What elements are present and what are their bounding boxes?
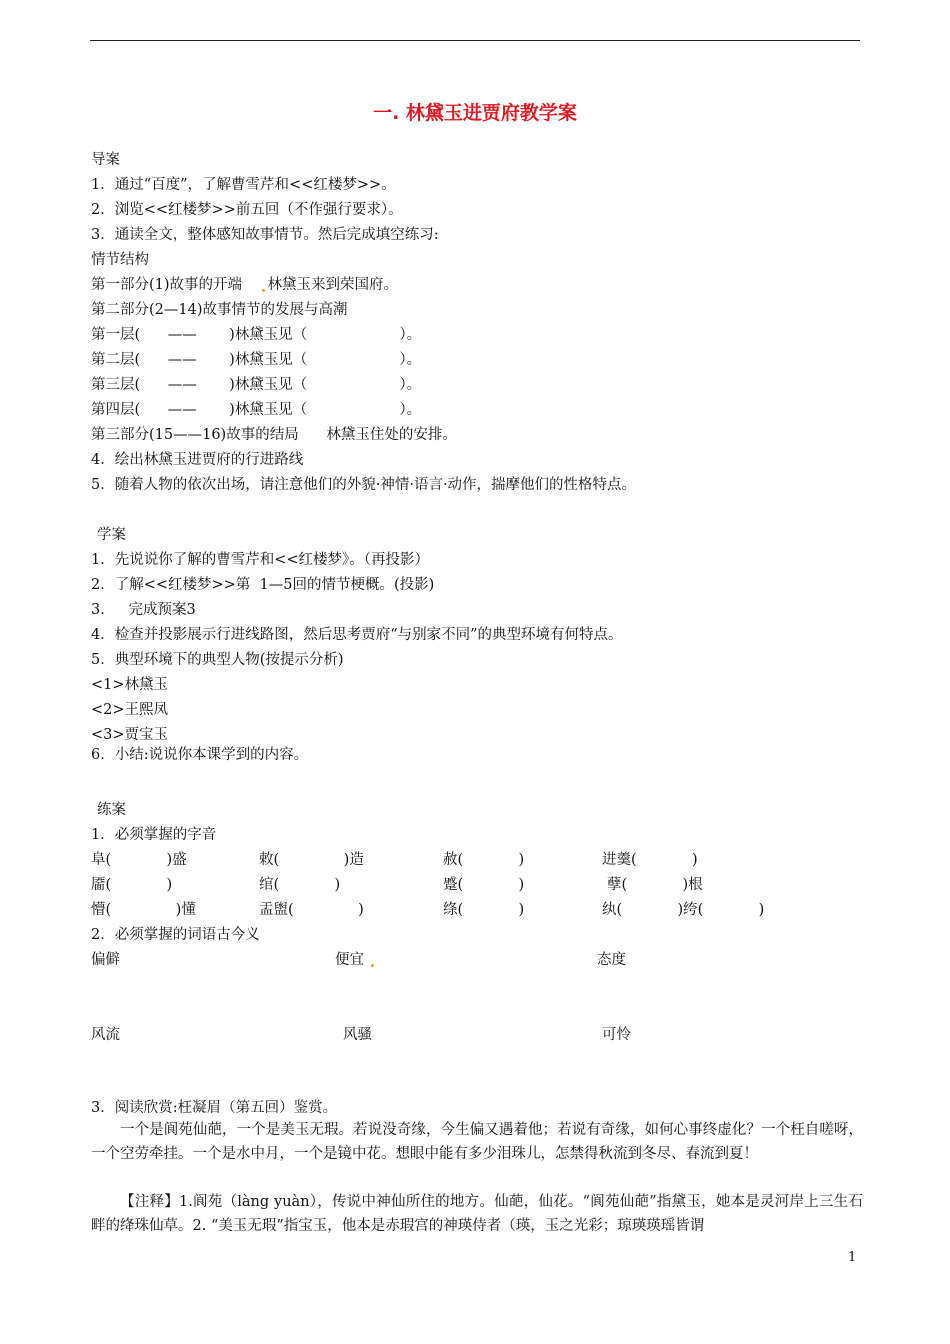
page-title: 一. 林黛玉进贾府教学案: [373, 102, 577, 124]
vocab-word: 风骚: [343, 1027, 372, 1043]
vocab-word: 便宜: [335, 950, 376, 970]
pinyin-cell: 纨( )绔( ): [602, 902, 765, 918]
daoan-item-5: 5．随着人物的依次出场，请注意他们的外貌·神情·语言·动作，揣摩他们的性格特点。: [91, 477, 637, 493]
xuean-item-1: 1．先说说你了解的曹雪芹和<<红楼梦》。（再投影）: [91, 552, 430, 568]
layer-3: 第三层( —— )林黛玉见（ ）。: [91, 377, 422, 393]
pinyin-cell: 懵( )懂: [91, 902, 196, 918]
vocab-word: 可怜: [602, 1027, 631, 1043]
daoan-item-4: 4．绘出林黛玉进贾府的行进路线: [91, 452, 304, 468]
section-heading-daoan: 导案: [91, 152, 120, 168]
pinyin-cell: 绦( ): [443, 902, 525, 918]
vocab-word: 风流: [91, 1027, 120, 1043]
header-rule: [90, 40, 860, 41]
xuean-item-2: 2．了解<<红楼梦>>第 1—5回的情节梗概。(投影): [91, 577, 435, 593]
lianan-item-3: 3．阅读欣赏:枉凝眉（第五回）鉴赏。: [91, 1100, 338, 1116]
lianan-item-1: 1．必须掌握的字音: [91, 827, 217, 843]
pinyin-cell: 进羹( ): [602, 852, 698, 868]
section-heading-lianan: 练案: [97, 802, 126, 818]
mark-dot: [262, 289, 265, 292]
pinyin-cell: 阜( )盛: [91, 852, 187, 868]
pinyin-cell: 绾( ): [259, 877, 341, 893]
character-2: <2>王熙凤: [91, 702, 169, 718]
daoan-item-3: 3．通读全文，整体感知故事情节。然后完成填空练习:: [91, 227, 439, 243]
xuean-item-3: 3． 完成预案3: [91, 602, 196, 618]
part-3: 第三部分(15——16)故事的结局 林黛玉住处的安排。: [91, 427, 457, 443]
vocab-word: 偏僻: [91, 952, 120, 968]
mark-dot: [371, 964, 374, 967]
poem-paragraph: 一个是阆苑仙葩，一个是美玉无瑕。若说没奇缘，今生偏又遇着他；若说有奇缘，如何心事终虚化？一个枉自嗟呀，一个空劳牵挂。一个是水中月，一个是镜中花。想眼中能有多少泪珠儿，怎禁得秋流到冬尽、春流到夏！: [91, 1122, 863, 1162]
xuean-item-5: 5．典型环境下的典型人物(按提示分析): [91, 652, 344, 668]
pinyin-cell: 盂盥( ): [259, 902, 364, 918]
structure-heading: 情节结构: [91, 252, 149, 268]
layer-1: 第一层( —— )林黛玉见（ ）。: [91, 327, 422, 343]
page-number: 1: [848, 1250, 857, 1265]
character-3: <3>贾宝玉: [91, 727, 169, 743]
vocab-word: 态度: [597, 952, 626, 968]
part-1: [91, 275, 398, 295]
pinyin-cell: 孽( )根: [607, 877, 703, 893]
pinyin-cell: 蹙( ): [443, 877, 525, 893]
part-2: 第二部分(2—14)故事情节的发展与高潮: [91, 302, 348, 318]
part-1-content: 林黛玉来到荣国府。: [267, 277, 398, 293]
pinyin-cell: 赦( ): [443, 852, 525, 868]
section-heading-xuean: 学案: [97, 527, 126, 543]
part-1-label: 第一部分(1)故事的开端: [91, 277, 243, 293]
annotation-paragraph: 【注释】1.阆苑（làng yuàn），传说中神仙所住的地方。仙葩，仙花。“阆苑仙葩”指黛玉，她本是灵河岸上三生石畔的绛珠仙草。2. “美玉无瑕”指宝玉，他本是赤瑕宫的神瑛侍者（瑛，玉之光彩；琼瑛瑛瑶皆谓: [91, 1194, 863, 1234]
daoan-item-2: 2．浏览<<红楼梦>>前五回（不作强行要求）。: [91, 202, 403, 218]
character-1: <1>林黛玉: [91, 677, 169, 693]
xuean-item-6: 6．小结:说说你本课学到的内容。: [91, 747, 309, 763]
layer-4: 第四层( —— )林黛玉见（ ）。: [91, 402, 422, 418]
daoan-item-1: 1．通过“百度”，了解曹雪芹和<<红楼梦>>。: [91, 177, 396, 193]
pinyin-cell: 敕( )造: [259, 852, 364, 868]
lianan-item-2: 2．必须掌握的词语古今义: [91, 927, 260, 943]
pinyin-cell: 靥( ): [91, 877, 173, 893]
layer-2: 第二层( —— )林黛玉见（ ）。: [91, 352, 422, 368]
xuean-item-4: 4．检查并投影展示行进线路图，然后思考贾府“与别家不同”的典型环境有何特点。: [91, 627, 623, 643]
